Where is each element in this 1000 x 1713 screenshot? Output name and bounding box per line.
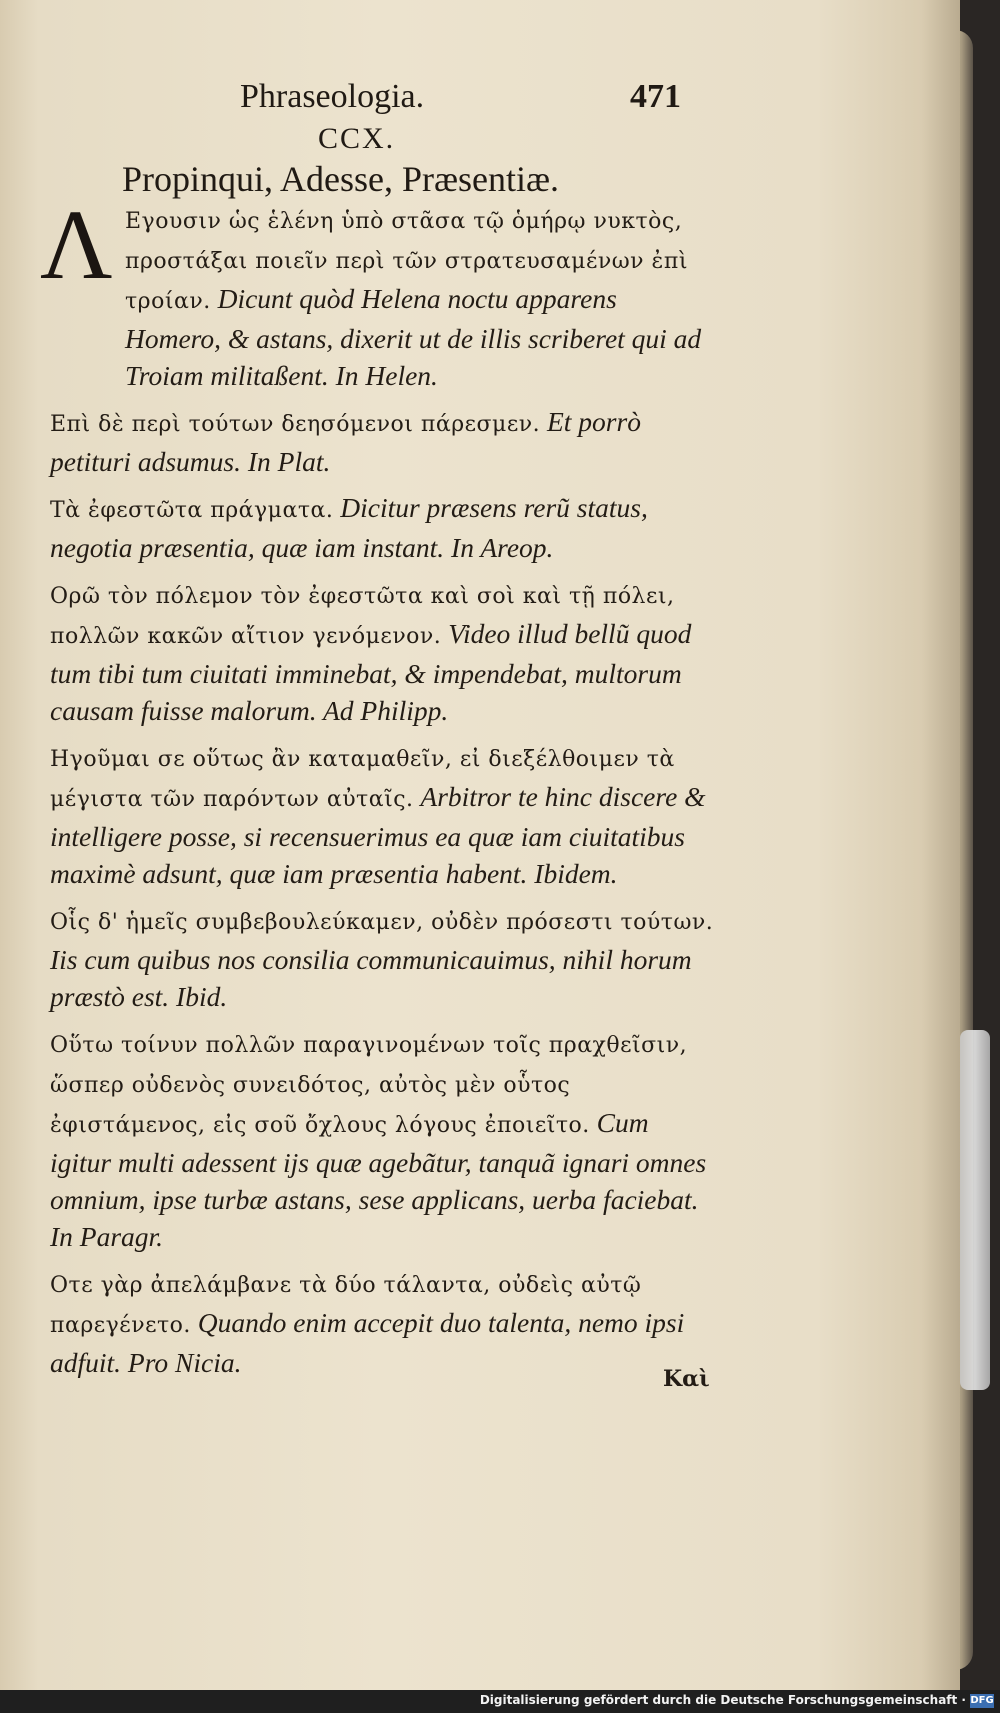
greek-phrase: Ηγοῦμαι σε οὕτως ἂν καταμαθεῖν, εἰ διεξέλθοιμεν τὰ μέγιστα τῶν παρόντων αὐταῖς. xyxy=(50,747,675,812)
latin-translation: Dicitur præsens rerũ status, negotia præsentia, quæ iam instant. In Areop. xyxy=(50,492,648,563)
section-number: CCX. xyxy=(318,122,396,155)
digitization-credit: Digitalisierung gefördert durch die Deutsche Forschungsgemeinschaft · xyxy=(479,1693,966,1707)
paragraph-5 xyxy=(50,738,715,892)
paragraph-4 xyxy=(50,575,715,729)
greek-phrase: Οὕτω τοίνυν πολλῶν παραγινομένων τοῖς πραχθεῖσιν, ὥσπερ οὐδενὸς συνειδότος, αὐτὸς μὲν οὗτος ἐφιστάμενος, εἰς σοῦ ὄχλους λόγους ἐποιεῖτο. xyxy=(50,1033,688,1138)
page-number: 471 xyxy=(630,78,681,115)
greek-phrase: Οἷς δ' ἡμεῖς συμβεβουλεύκαμεν, οὐδὲν πρόσεστι τούτων. xyxy=(50,910,714,935)
running-header xyxy=(240,78,800,128)
paragraph-3 xyxy=(50,489,715,566)
greek-phrase: Εγουσιν ὡς ἑλένη ὑπὸ στᾶσα τῷ ὁμήρῳ νυκτὸς, προστάξαι ποιεῖν περὶ τῶν στρατευσαμένων ἐπὶ τροίαν. xyxy=(125,209,688,314)
latin-translation: Quando enim accepit duo talenta, nemo ipsi adfuit. Pro Nicia. xyxy=(50,1307,685,1378)
catchword: Καὶ xyxy=(663,1366,710,1392)
dfg-logo: DFG xyxy=(970,1695,994,1706)
greek-phrase: Τὰ ἐφεστῶτα πράγματα. xyxy=(50,498,334,523)
greek-phrase: Επὶ δὲ περὶ τούτων δεησόμενοι πάρεσμεν. xyxy=(50,412,541,437)
section-title: Propinqui, Adesse, Præsentiæ. xyxy=(122,159,560,199)
greek-phrase: Οτε γὰρ ἀπελάμβανε τὰ δύο τάλαντα, οὐδεὶς αὐτῷ παρεγένετο. xyxy=(50,1273,642,1338)
latin-translation: Arbitror te hinc discere & intelligere posse, si recensuerimus ea quæ iam ciuitatibus maximè adsunt, quæ iam præsentia habent. Ibidem. xyxy=(50,781,706,889)
latin-translation: Video illud bellũ quod tum tibi tum ciuitati imminebat, & impendebat, multorum causam fuisse malorum. Ad Philipp. xyxy=(50,618,692,726)
running-title: Phraseologia. xyxy=(240,78,425,115)
paragraph-7 xyxy=(50,1024,715,1255)
paragraph-8 xyxy=(50,1264,715,1381)
paragraph-2 xyxy=(50,403,715,480)
latin-translation: Et porrò petituri adsumus. In Plat. xyxy=(50,406,641,477)
paragraph-1 xyxy=(50,200,715,394)
paper-clip xyxy=(960,1030,990,1390)
footer-bar xyxy=(0,1690,1000,1713)
latin-translation: Iis cum quibus nos consilia communicauimus, nihil horum præstò est. Ibid. xyxy=(50,944,692,1012)
greek-phrase: Ορῶ τὸν πόλεμον τὸν ἐφεστῶτα καὶ σοὶ καὶ τῇ πόλει, πολλῶν κακῶν αἴτιον γενόμενον. xyxy=(50,584,675,649)
paragraph-6 xyxy=(50,901,715,1015)
body-text xyxy=(50,200,715,1390)
drop-capital: Λ xyxy=(40,189,113,300)
latin-translation: Dicunt quòd Helena noctu apparens Homero, & astans, dixerit ut de illis scriberet qui ad Troiam militaßent. In Helen. xyxy=(125,283,702,391)
latin-translation: Cum igitur multi adessent ijs quæ agebãtur, tanquã ignari omnes omnium, ipse turbæ astans, sese applicans, uerba faciebat. In Paragr. xyxy=(50,1107,707,1252)
